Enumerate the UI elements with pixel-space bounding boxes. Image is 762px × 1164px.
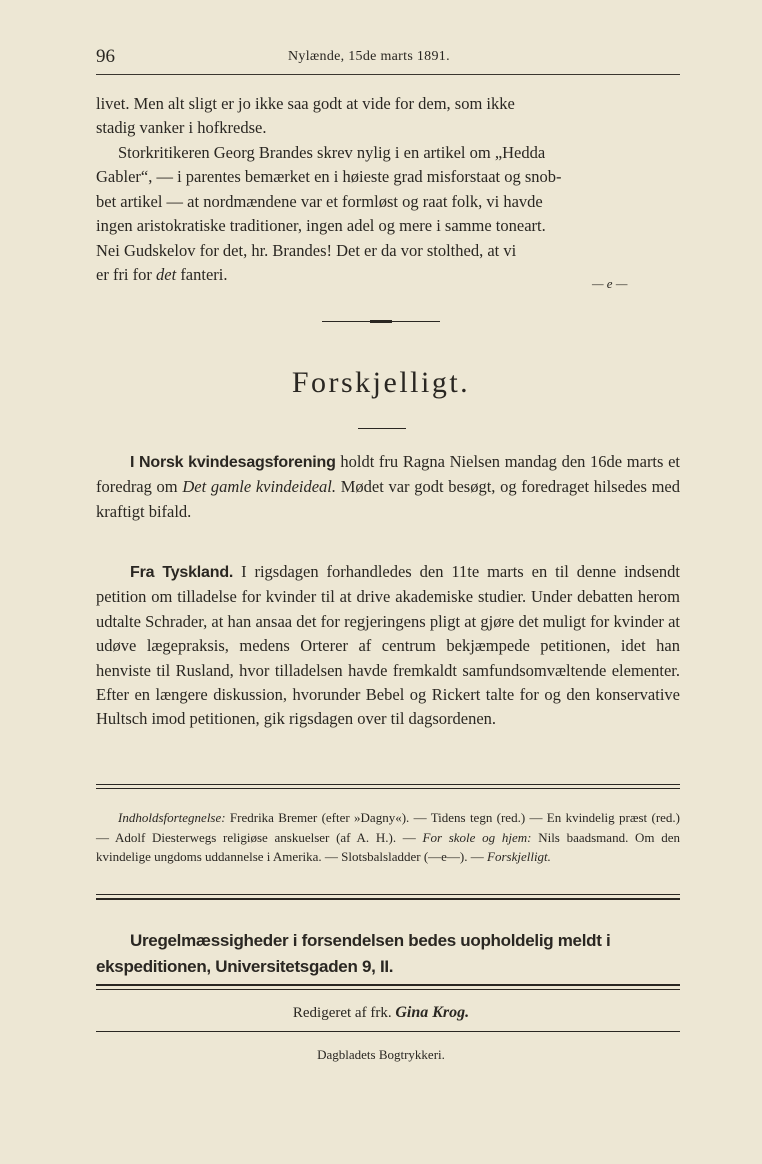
page-number: 96 (96, 46, 115, 67)
item-lead: I Norsk kvindesagsforening (130, 454, 336, 471)
notice-rule-bottom (96, 984, 680, 986)
news-item-fra-tyskland: Fra Tyskland. I rigsdagen forhandledes den 11te marts en til denne indsendt petition om tilladelse for kvinder til at drive akademiske studier. Under debatten herom udtalte Schrader, at han ansaa det for regjeringens pligt at gjøre det muligt for kvinder at udøve lægepraksis, medens Orterer af centrum bekjæmpede petitionen, idet han henviste til Rusland, hvor tilladelsen havde fremkaldt samfundsomvæltende elementer. Efter en længere diskussion, hvorunder Bebel og Rickert talte for og den konservative Hultsch imod petitionen, gik rigsdagen over til dagsordenen. (96, 562, 680, 729)
author-signature: — e — (592, 276, 628, 291)
table-of-contents: Indholdsfortegnelse: Fredrika Bremer (efter »Dagny«). — Tidens tegn (red.) — En kvindelig præst (red.) — Adolf Diesterwegs religiøse anskuelser (af A. H.). — For skole og hjem: Nils baadsmand. Om den kvindelige ungdoms uddannelse i Amerika. — Slotsbalsladder (—e—). — Forskjelligt. (96, 810, 681, 864)
toc-rule-top (96, 784, 680, 785)
separator-ornament (370, 320, 392, 323)
header-title: Nylænde, 15de marts 1891. (288, 49, 450, 64)
subscriber-notice: Uregelmæssigheder i forsendelsen bedes uopholdelig meldt i ekspeditionen, Universitetsgaden 9, II. (96, 931, 611, 976)
text-line: bet artikel — at nordmændene var et formløst og raat folk, vi havde (96, 191, 543, 211)
italic-word: det (156, 265, 177, 285)
footer-rule (96, 1031, 680, 1032)
toc-section: Forskjelligt. (487, 849, 551, 864)
notice-rule-top-2 (96, 898, 680, 900)
toc-section: For skole og hjem: (422, 829, 532, 845)
text-line: livet. Men alt sligt er jo ikke saa godt at vide for dem, som ikke (96, 94, 515, 113)
section-title: Forskjelligt. (291, 366, 471, 399)
notice-rule-top (96, 894, 680, 895)
article-continued-paragraph-2 (96, 141, 680, 287)
toc-rule-top-2 (96, 788, 680, 789)
printer-line: Dagbladets Bogtrykkeri. (317, 1047, 445, 1062)
notice-rule-bottom-2 (96, 989, 680, 990)
text-line: Gabler“, — i parentes bemærket en i høieste grad misforstaat og snob- (96, 167, 562, 187)
text-line: er fri for det fanteri. (96, 265, 228, 285)
text-line: ingen aristokratiske traditioner, ingen adel og mere i samme toneart. (96, 216, 546, 236)
lecture-title: Det gamle kvindeideal. (182, 477, 337, 497)
editor-line: Redigeret af frk. Gina Krog. (292, 1004, 470, 1021)
article-continued-paragraph-1 (96, 92, 680, 141)
running-header (96, 46, 680, 75)
text-line: Nei Gudskelov for det, hr. Brandes! Det er da vor stolthed, at vi (96, 240, 517, 260)
text-line: Storkritikeren Georg Brandes skrev nylig i en artikel om „Hedda (118, 143, 546, 162)
item-lead: Fra Tyskland. (130, 564, 234, 581)
toc-label: Indholdsfortegnelse: (118, 810, 226, 825)
title-underline (358, 428, 406, 429)
editor-name: Gina Krog. (395, 1004, 470, 1021)
news-item-norsk-kvindesagsforening: I Norsk kvindesagsforening holdt fru Ragna Nielsen mandag den 16de marts et foredrag om Det gamle kvindeideal. Mødet var godt besøgt, og foredraget hilsedes med kraftigt bifald. (96, 452, 681, 521)
text-line: stadig vanker i hofkredse. (96, 118, 267, 138)
